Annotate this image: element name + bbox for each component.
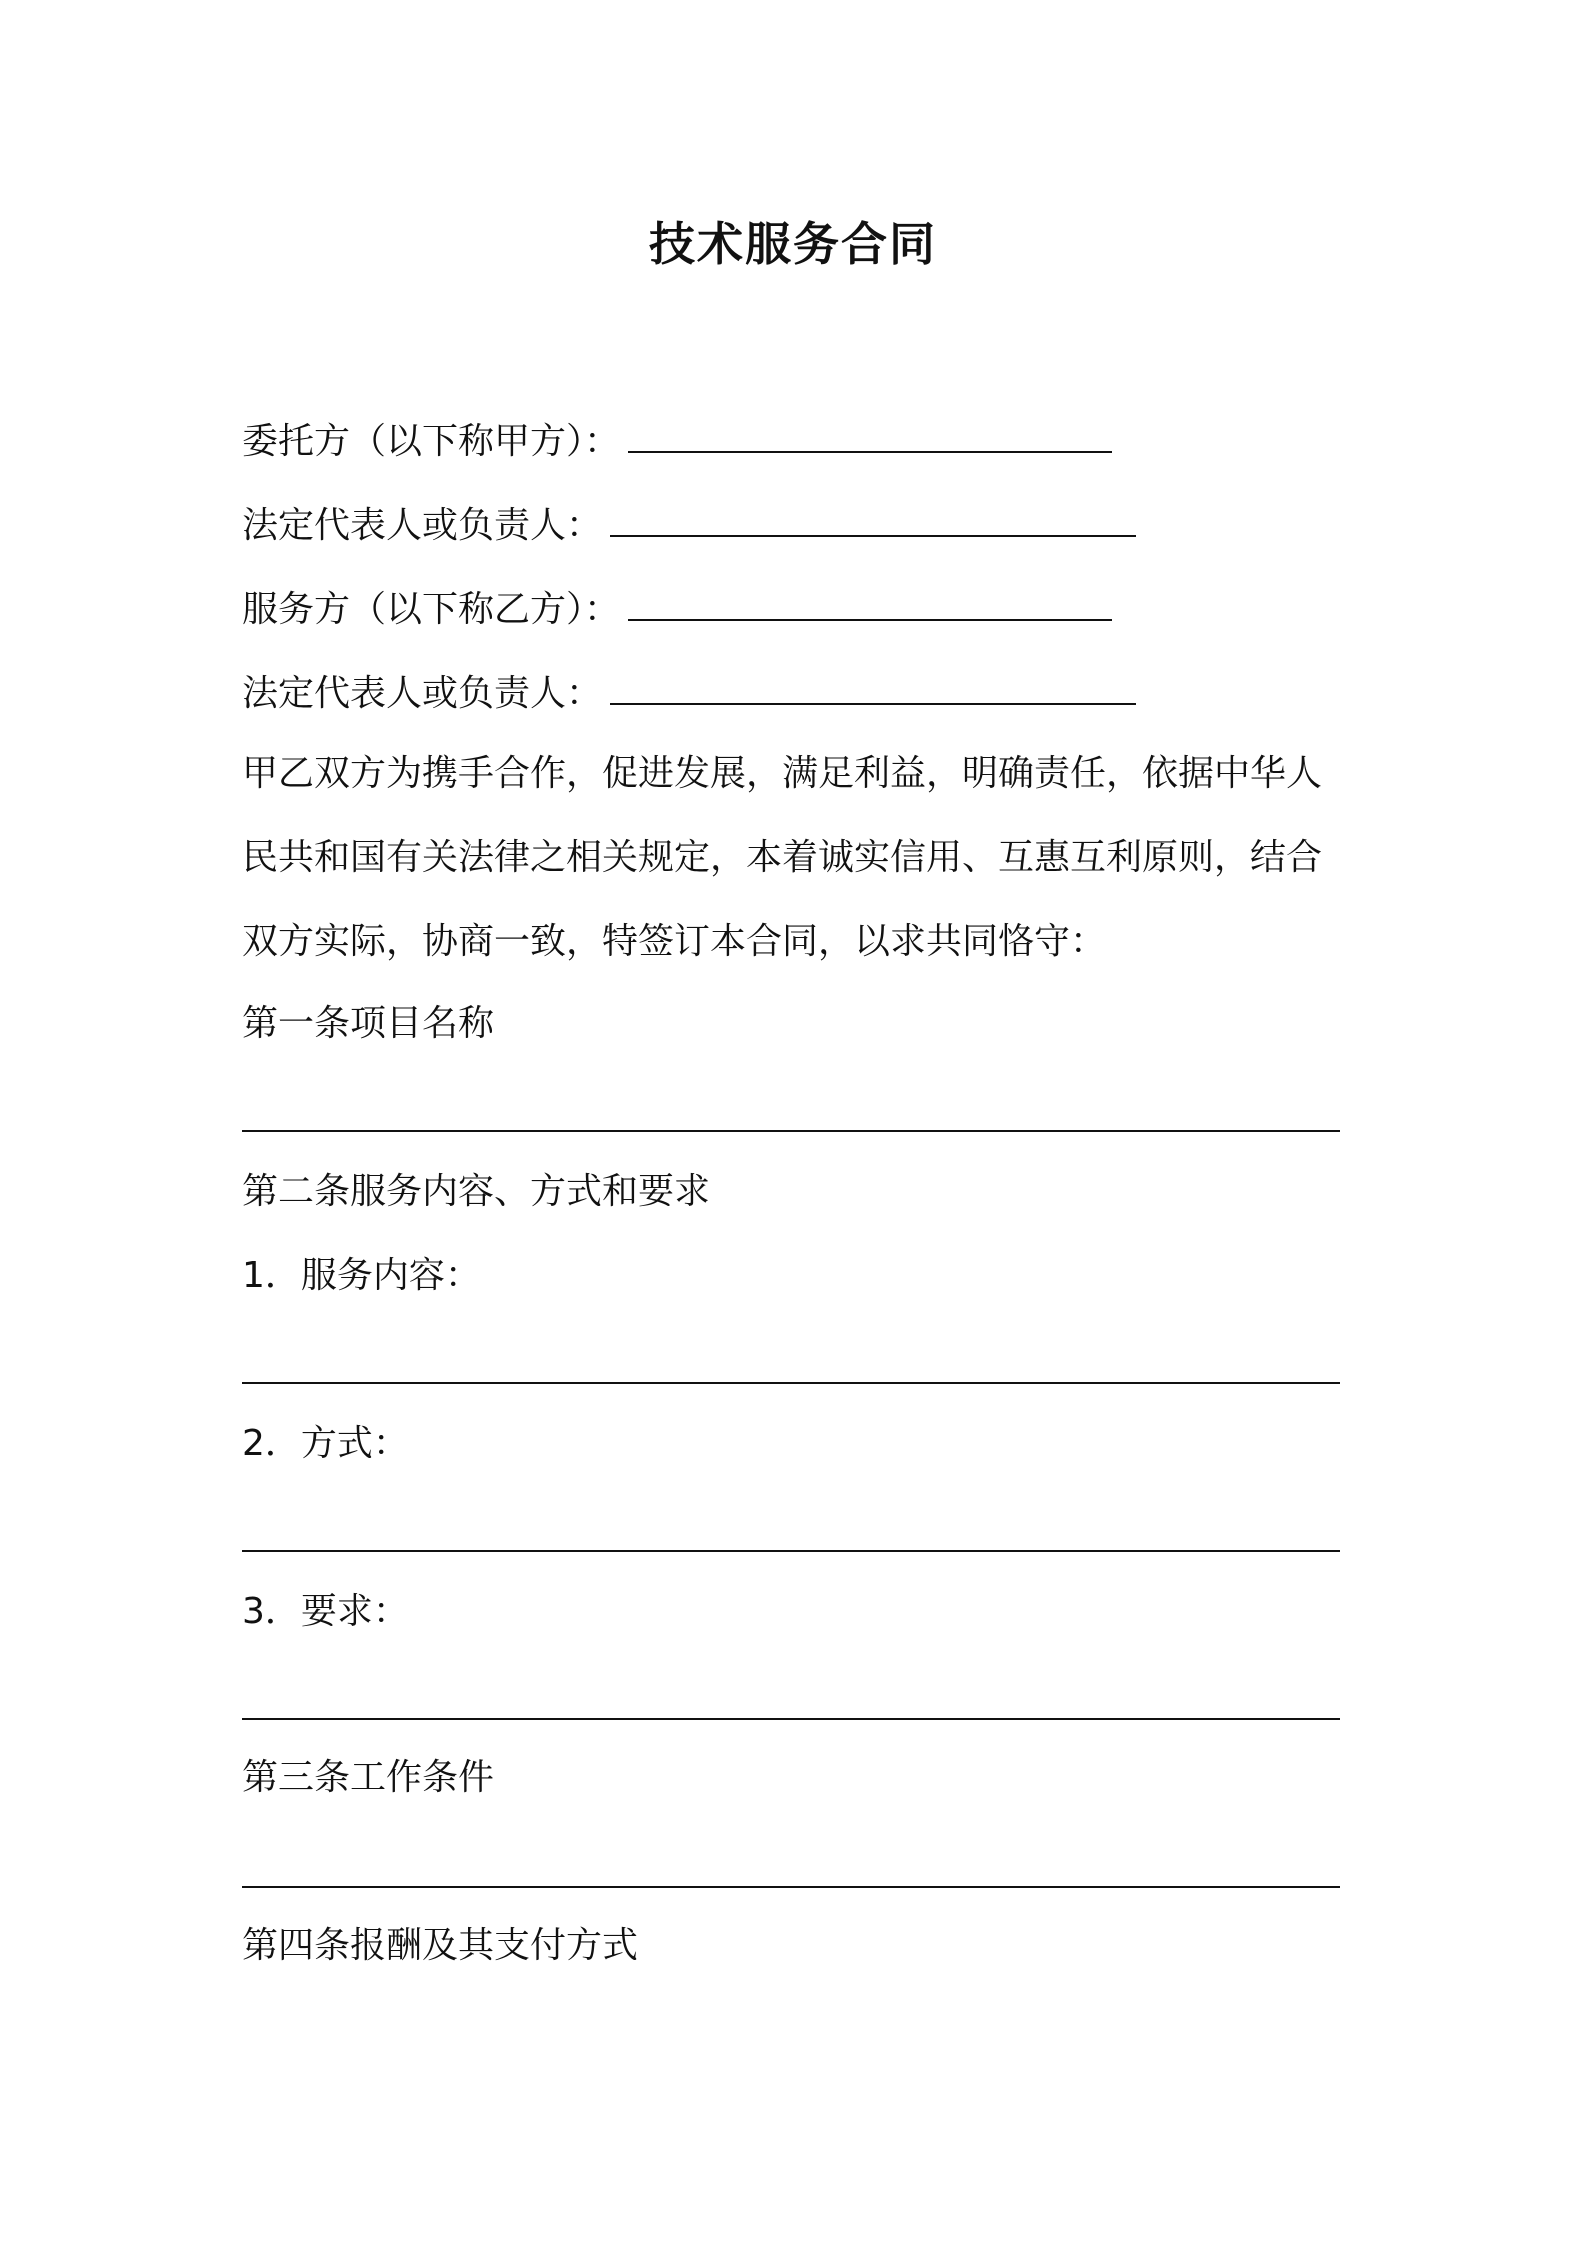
article-2-heading: 第二条服务内容、方式和要求 (242, 1171, 711, 1212)
party-b-rep-line (242, 670, 1136, 718)
article-3-heading: 第三条工作条件 (242, 1757, 495, 1798)
article-2-item-3-fill-line[interactable] (242, 1718, 1340, 1720)
party-a-rep-label: 法定代表人或负责人： (242, 505, 603, 546)
preamble-line-3: 双方实际，协商一致，特签订本合同，以求共同恪守： (242, 921, 1107, 962)
party-b-rep-label: 法定代表人或负责人： (242, 673, 603, 714)
party-b-rep-blank[interactable] (610, 673, 1136, 705)
preamble-line-2: 民共和国有关法律之相关规定，本着诚实信用、互惠互利原则，结合 (242, 837, 1323, 878)
article-3-fill-line[interactable] (242, 1886, 1340, 1888)
party-b-blank[interactable] (628, 589, 1112, 621)
party-a-blank[interactable] (628, 421, 1112, 453)
party-a-line (242, 418, 1112, 466)
party-a-rep-blank[interactable] (610, 505, 1136, 537)
article-1-heading: 第一条项目名称 (242, 1003, 495, 1044)
article-2-item-2-fill-line[interactable] (242, 1550, 1340, 1552)
party-a-rep-line (242, 502, 1136, 550)
party-b-label: 服务方（以下称乙方）： (242, 589, 621, 630)
party-b-line (242, 586, 1112, 634)
article-1-fill-line[interactable] (242, 1130, 1340, 1132)
article-2-item-1: 1．服务内容： (242, 1255, 481, 1296)
article-2-item-3: 3．要求： (242, 1591, 409, 1632)
article-2-item-1-fill-line[interactable] (242, 1382, 1340, 1384)
article-2-item-2: 2．方式： (242, 1423, 409, 1464)
preamble-line-1: 甲乙双方为携手合作，促进发展，满足利益，明确责任，依据中华人 (242, 753, 1323, 794)
party-a-label: 委托方（以下称甲方）： (242, 421, 621, 462)
article-4-heading: 第四条报酬及其支付方式 (242, 1925, 639, 1966)
document-title: 技术服务合同 (649, 217, 937, 271)
